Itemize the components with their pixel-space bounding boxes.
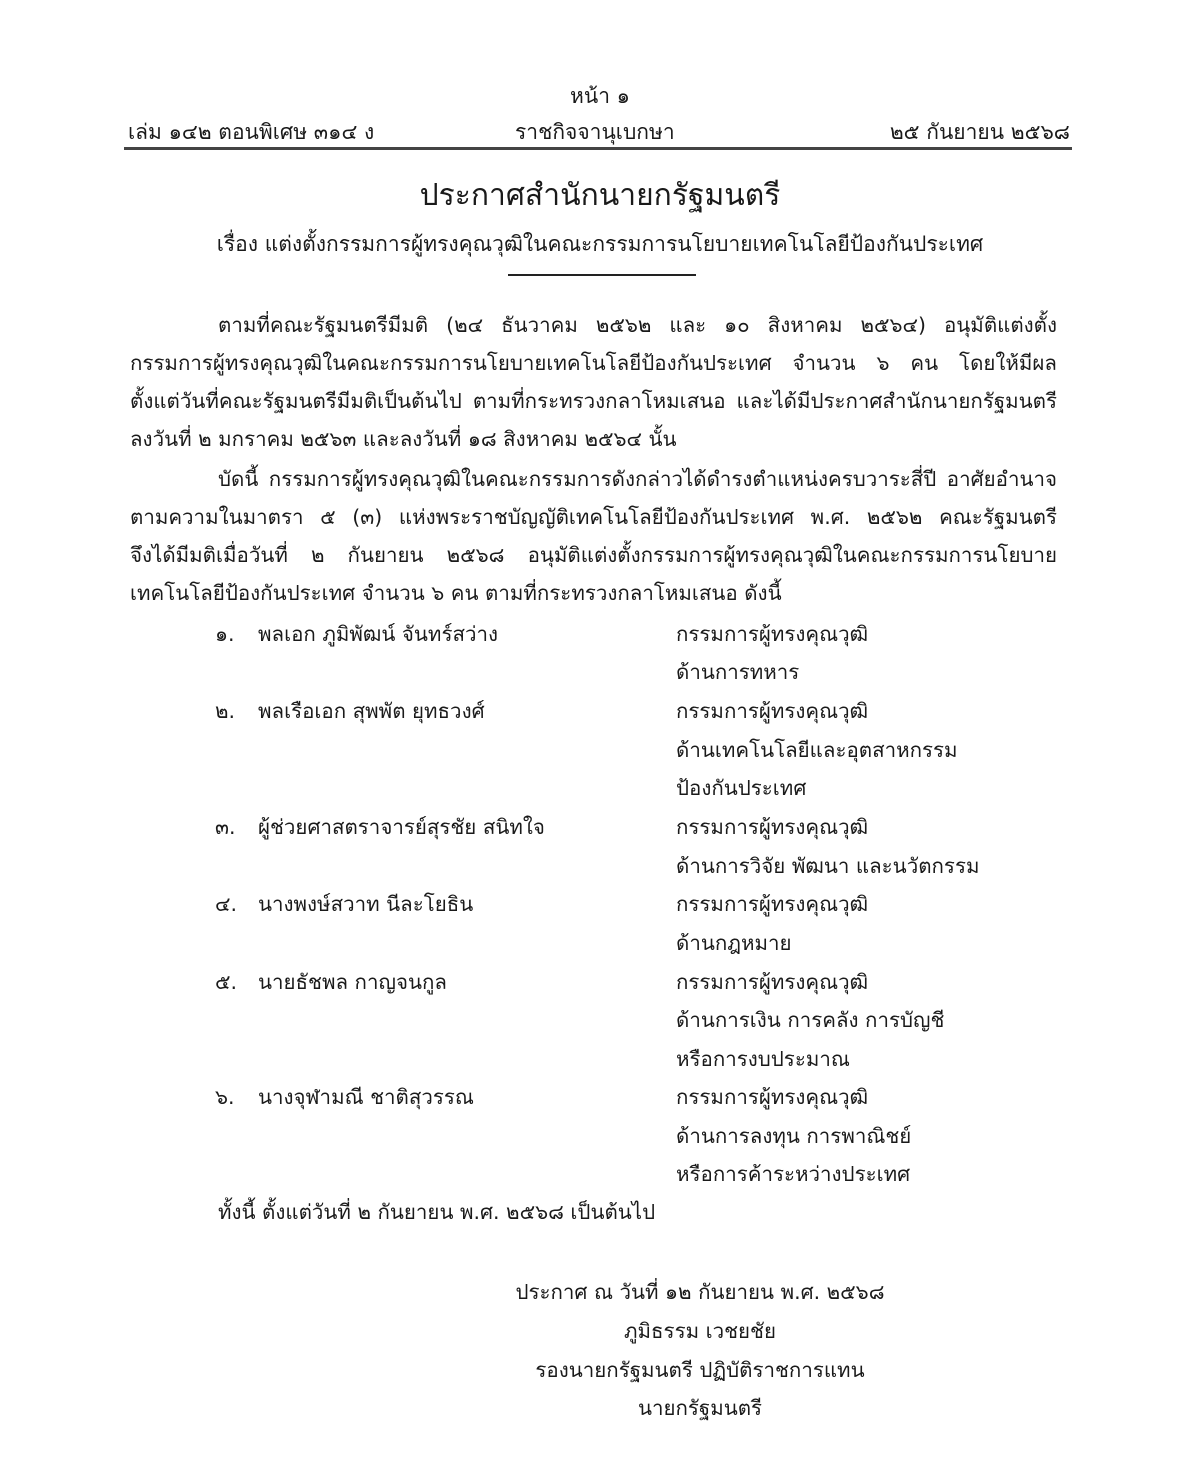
page-number: หน้า ๑ xyxy=(570,84,630,108)
announcement-date: ประกาศ ณ วันที่ ๑๒ กันยายน พ.ศ. ๒๕๖๘ xyxy=(515,1280,885,1304)
paragraph-2-line-4: เทคโนโลยีป้องกันประเทศ จำนวน ๖ คน ตามที่กระทรวงกลาโหมเสนอ ดังนี้ xyxy=(130,581,782,605)
paragraph-1-line-3: ตั้งแต่วันที่คณะรัฐมนตรีมีมติเป็นต้นไป ตามที่กระทรวงกลาโหมเสนอ และได้มีประกาศสำนักนายกรัฐมนตรี xyxy=(130,389,1057,413)
appointee-role: กรรมการผู้ทรงคุณวุฒิ xyxy=(676,892,869,916)
appointee-role: กรรมการผู้ทรงคุณวุฒิ xyxy=(676,622,869,646)
appointee-role-field: หรือการงบประมาณ xyxy=(676,1047,850,1071)
appointee-role-field: ด้านกฎหมาย xyxy=(676,931,792,955)
appointee-number: ๔. xyxy=(215,892,238,916)
appointee-name: นางพงษ์สวาท นีละโยธิน xyxy=(258,892,474,916)
appointee-name: ผู้ช่วยศาสตราจารย์สุรชัย สนิทใจ xyxy=(258,815,545,839)
paragraph-2-line-3: จึงได้มีมติเมื่อวันที่ ๒ กันยายน ๒๕๖๘ อนุมัติแต่งตั้งกรรมการผู้ทรงคุณวุฒิในคณะกรรมการนโยบาย xyxy=(130,543,1057,567)
appointee-role-field: ป้องกันประเทศ xyxy=(676,776,807,800)
gazette-date: ๒๕ กันยายน ๒๕๖๘ xyxy=(889,120,1070,144)
appointee-number: ๕. xyxy=(215,970,238,994)
gazette-name: ราชกิจจานุเบกษา xyxy=(515,120,675,144)
header-divider xyxy=(124,147,1072,150)
paragraph-1-line-1: ตามที่คณะรัฐมนตรีมีมติ (๒๔ ธันวาคม ๒๕๖๒ และ ๑๐ สิงหาคม ๒๕๖๔) อนุมัติแต่งตั้ง xyxy=(218,313,1057,337)
appointee-role: กรรมการผู้ทรงคุณวุฒิ xyxy=(676,699,869,723)
paragraph-1-line-4: ลงวันที่ ๒ มกราคม ๒๕๖๓ และลงวันที่ ๑๘ สิงหาคม ๒๕๖๔ นั้น xyxy=(130,427,677,451)
paragraph-2-line-2: ตามความในมาตรา ๕ (๓) แห่งพระราชบัญญัติเทคโนโลยีป้องกันประเทศ พ.ศ. ๒๕๖๒ คณะรัฐมนตรี xyxy=(130,505,1057,529)
effective-date: ทั้งนี้ ตั้งแต่วันที่ ๒ กันยายน พ.ศ. ๒๕๖๘ เป็นต้นไป xyxy=(218,1200,656,1224)
appointee-role-field: ด้านการลงทุน การพาณิชย์ xyxy=(676,1124,912,1148)
announcement-title: ประกาศสำนักนายกรัฐมนตรี xyxy=(419,178,781,213)
signer-position-2: นายกรัฐมนตรี xyxy=(637,1396,763,1420)
signer-name: ภูมิธรรม เวชยชัย xyxy=(624,1319,776,1343)
appointee-name: นางจุฬามณี ชาติสุวรรณ xyxy=(258,1085,474,1109)
appointee-role: กรรมการผู้ทรงคุณวุฒิ xyxy=(676,1085,869,1109)
appointee-number: ๓. xyxy=(215,815,236,839)
appointee-number: ๑. xyxy=(215,622,235,646)
appointee-role: กรรมการผู้ทรงคุณวุฒิ xyxy=(676,815,869,839)
appointee-name: พลเรือเอก สุพพัต ยุทธวงศ์ xyxy=(258,699,485,723)
appointee-number: ๖. xyxy=(215,1085,235,1109)
appointee-role-field: ด้านการทหาร xyxy=(676,660,800,684)
appointee-number: ๒. xyxy=(215,699,236,723)
gazette-volume: เล่ม ๑๔๒ ตอนพิเศษ ๓๑๔ ง xyxy=(128,120,375,144)
appointee-role-field: ด้านการเงิน การคลัง การบัญชี xyxy=(676,1008,945,1032)
announcement-subject: เรื่อง แต่งตั้งกรรมการผู้ทรงคุณวุฒิในคณะกรรมการนโยบายเทคโนโลยีป้องกันประเทศ xyxy=(216,232,984,256)
signer-position: รองนายกรัฐมนตรี ปฏิบัติราชการแทน xyxy=(535,1358,865,1382)
appointee-name: พลเอก ภูมิพัฒน์ จันทร์สว่าง xyxy=(258,622,499,646)
title-divider xyxy=(508,274,696,276)
paragraph-2-line-1: บัดนี้ กรรมการผู้ทรงคุณวุฒิในคณะกรรมการดังกล่าวได้ดำรงตำแหน่งครบวาระสี่ปี อาศัยอำนาจ xyxy=(218,467,1057,491)
paragraph-1-line-2: กรรมการผู้ทรงคุณวุฒิในคณะกรรมการนโยบายเทคโนโลยีป้องกันประเทศ จำนวน ๖ คน โดยให้มีผล xyxy=(130,351,1057,375)
appointee-name: นายธัชพล กาญจนกูล xyxy=(258,970,447,994)
appointee-role: กรรมการผู้ทรงคุณวุฒิ xyxy=(676,970,869,994)
appointee-role-field: ด้านเทคโนโลยีและอุตสาหกรรม xyxy=(676,738,958,762)
appointee-role-field: ด้านการวิจัย พัฒนา และนวัตกรรม xyxy=(676,854,980,878)
appointee-role-field: หรือการค้าระหว่างประเทศ xyxy=(676,1162,911,1186)
